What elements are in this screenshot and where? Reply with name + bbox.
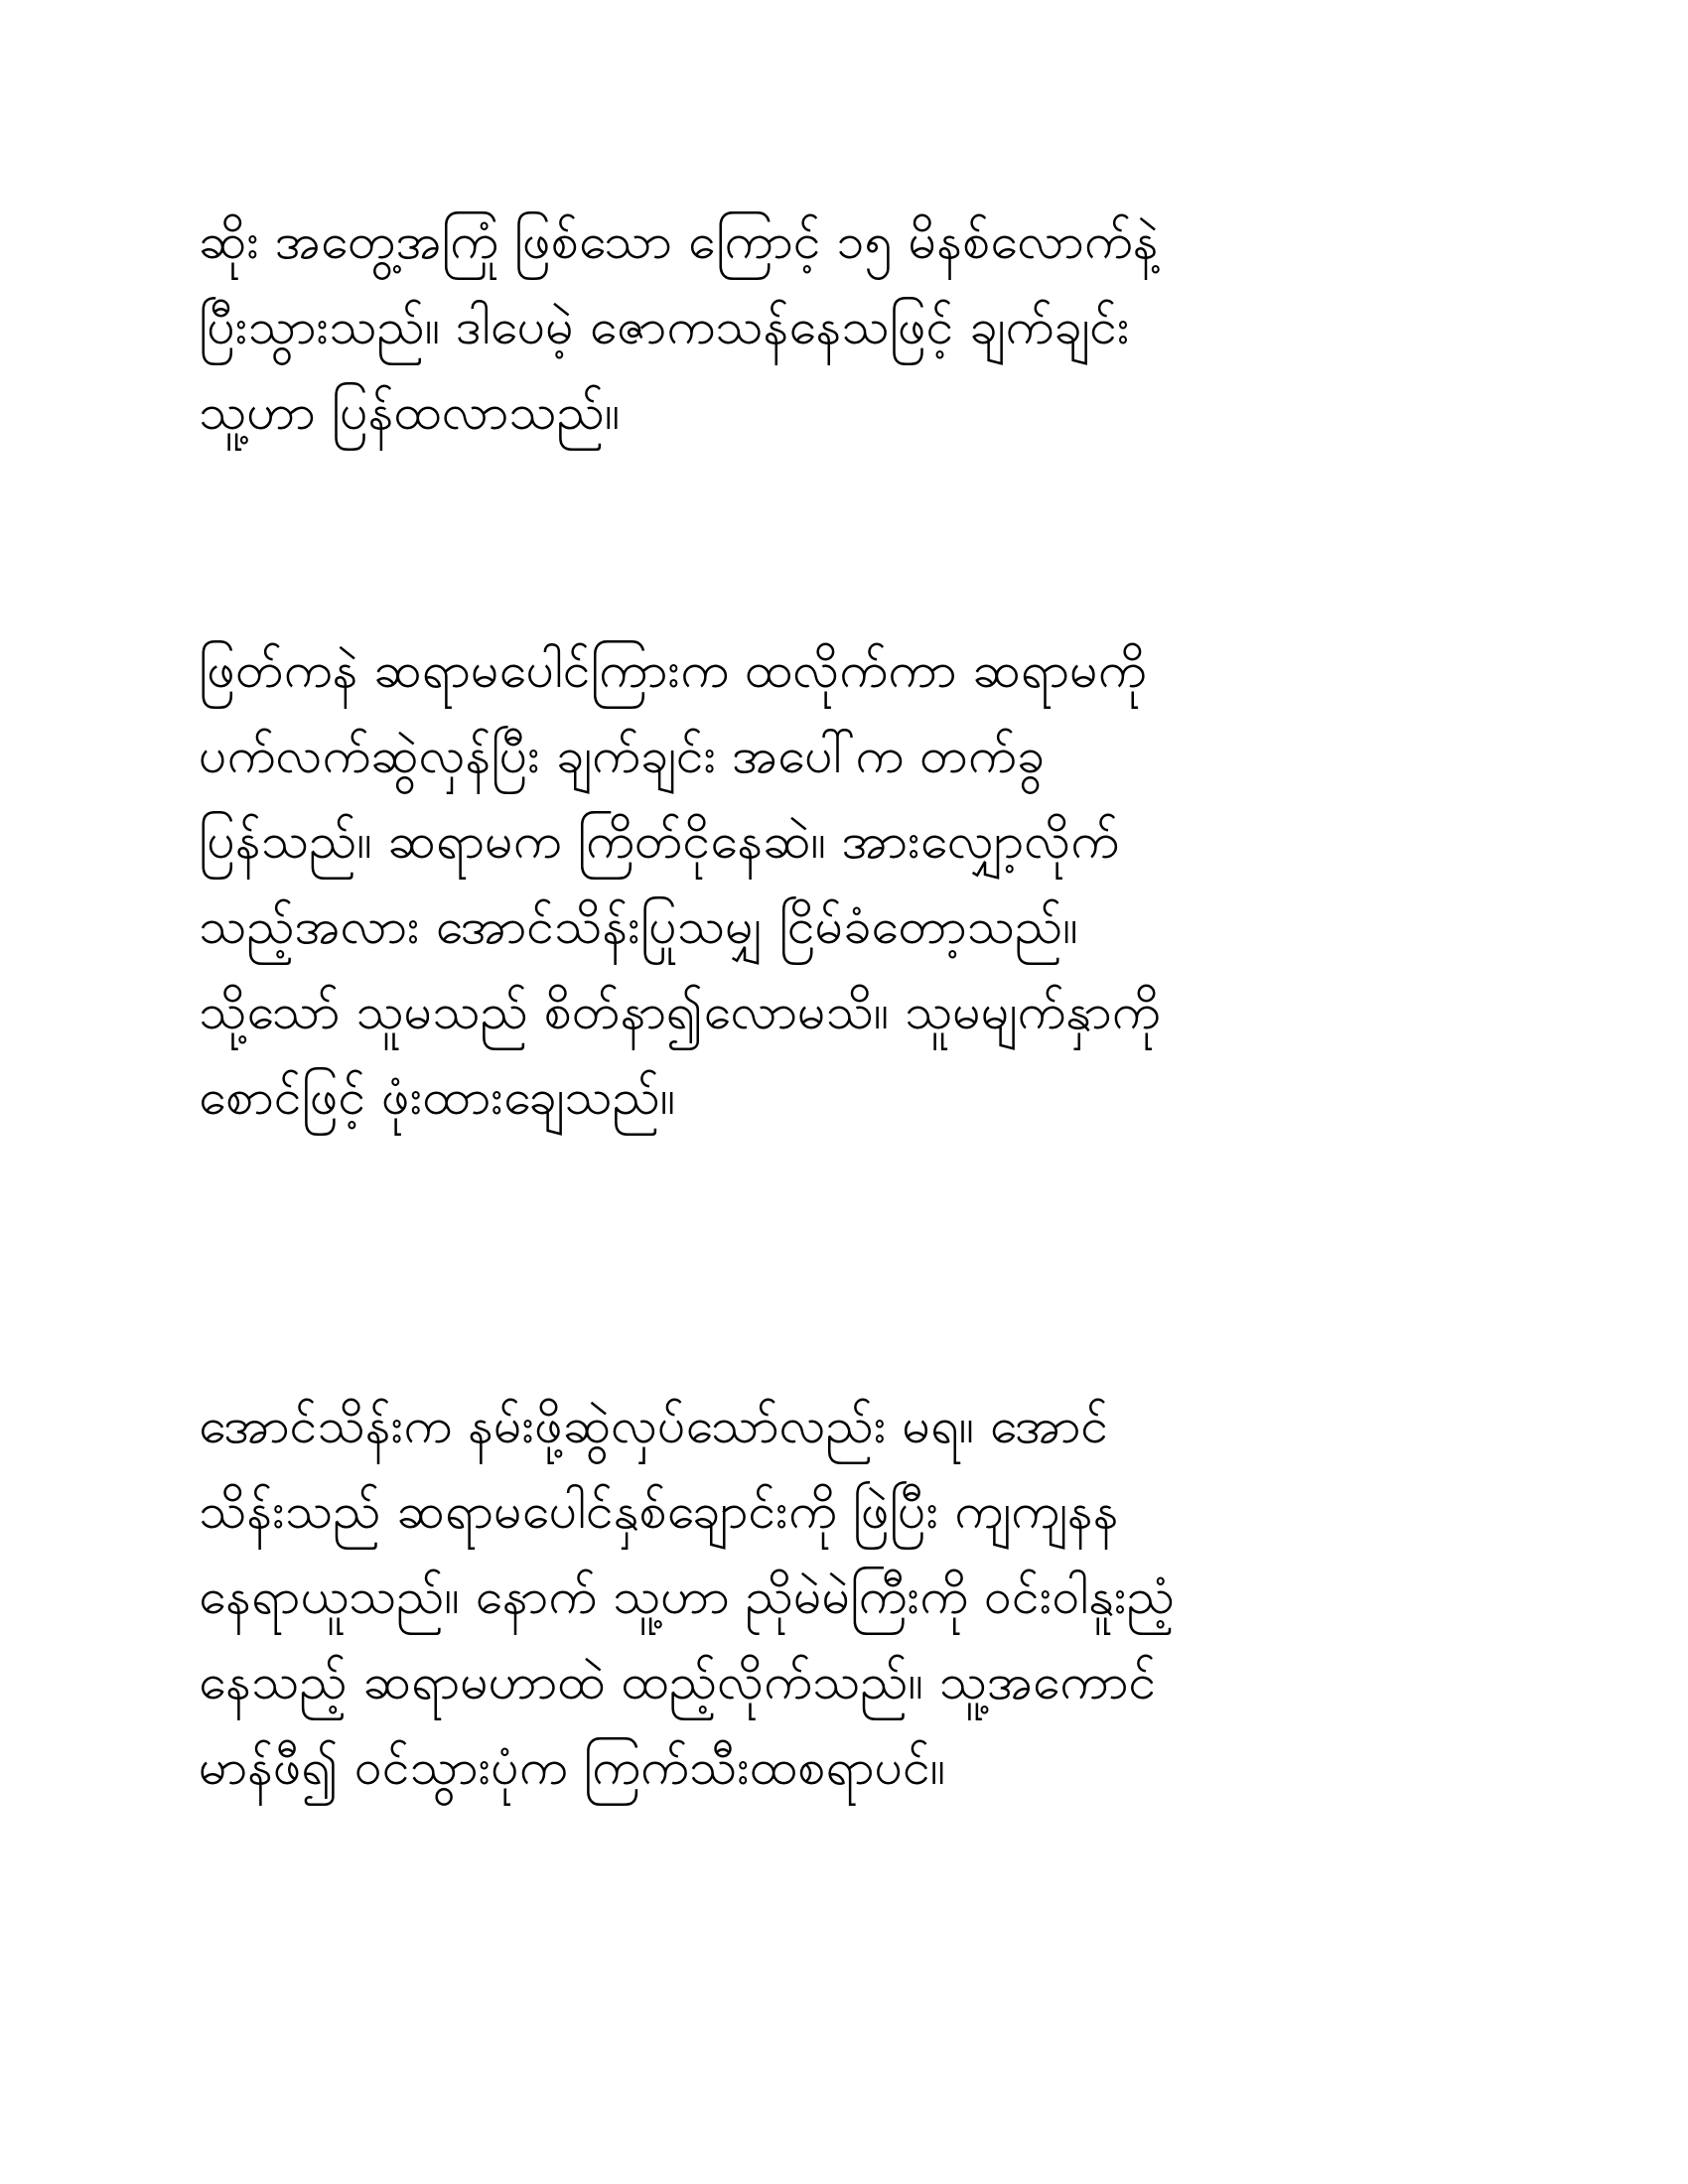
text-line: စောင်ဖြင့် ဖုံးထားချေသည်။: [199, 1068, 676, 1126]
text-line: ပြီးသွားသည်။ ဒါပေမဲ့ ဇောကသန်နေသဖြင့် ချက်ချင်း: [199, 298, 1130, 355]
text-line: ဖြတ်ကနဲ ဆရာမပေါင်ကြားက ထလိုက်ကာ ဆရာမကို: [199, 641, 1147, 699]
text-line: ဆိုး အတွေ့အကြုံ ဖြစ်သော ကြောင့် ၁၅ မိနစ်လောက်နဲ့: [199, 212, 1159, 270]
text-line: ပက်လက်ဆွဲလှန်ပြီး ချက်ချင်း အပေါ်က တက်ခွ: [199, 727, 1045, 784]
paragraph-2: [199, 627, 1509, 1140]
text-line: မာန်ဖီ၍ ဝင်သွားပုံက ကြက်သီးထစရာပင်။: [199, 1738, 946, 1796]
paragraph-3: [199, 1383, 1509, 1810]
text-line: ပြန်သည်။ ဆရာမက ကြိတ်ငိုနေဆဲ။ အားလျှော့လိုက်: [199, 812, 1120, 870]
text-line: နေရာယူသည်။ နောက် သူ့ဟာ ညိုမဲမဲကြီးကို ဝင်းဝါနူးညံ့: [199, 1568, 1176, 1625]
text-line: သို့သော် သူမသည် စိတ်နာ၍လောမသိ။ သူမမျက်နှာကို: [199, 983, 1161, 1040]
text-line: အောင်သိန်းက နမ်းဖို့ဆွဲလှပ်သော်လည်း မရ။ အောင်: [199, 1397, 1109, 1454]
paragraph-1: [199, 199, 1509, 455]
text-line: နေသည့် ဆရာမဟာထဲ ထည့်လိုက်သည်။ သူ့အကောင်: [199, 1653, 1157, 1710]
text-line: သူ့ဟာ ပြန်ထလာသည်။: [199, 383, 621, 441]
text-line: သိန်းသည် ဆရာမပေါင်နှစ်ချောင်းကို ဖြဲပြီး ကျကျနန: [199, 1482, 1119, 1540]
text-line: သည့်အလား အောင်သိန်းပြုသမျှ ငြိမ်ခံတော့သည်။: [199, 897, 1078, 955]
